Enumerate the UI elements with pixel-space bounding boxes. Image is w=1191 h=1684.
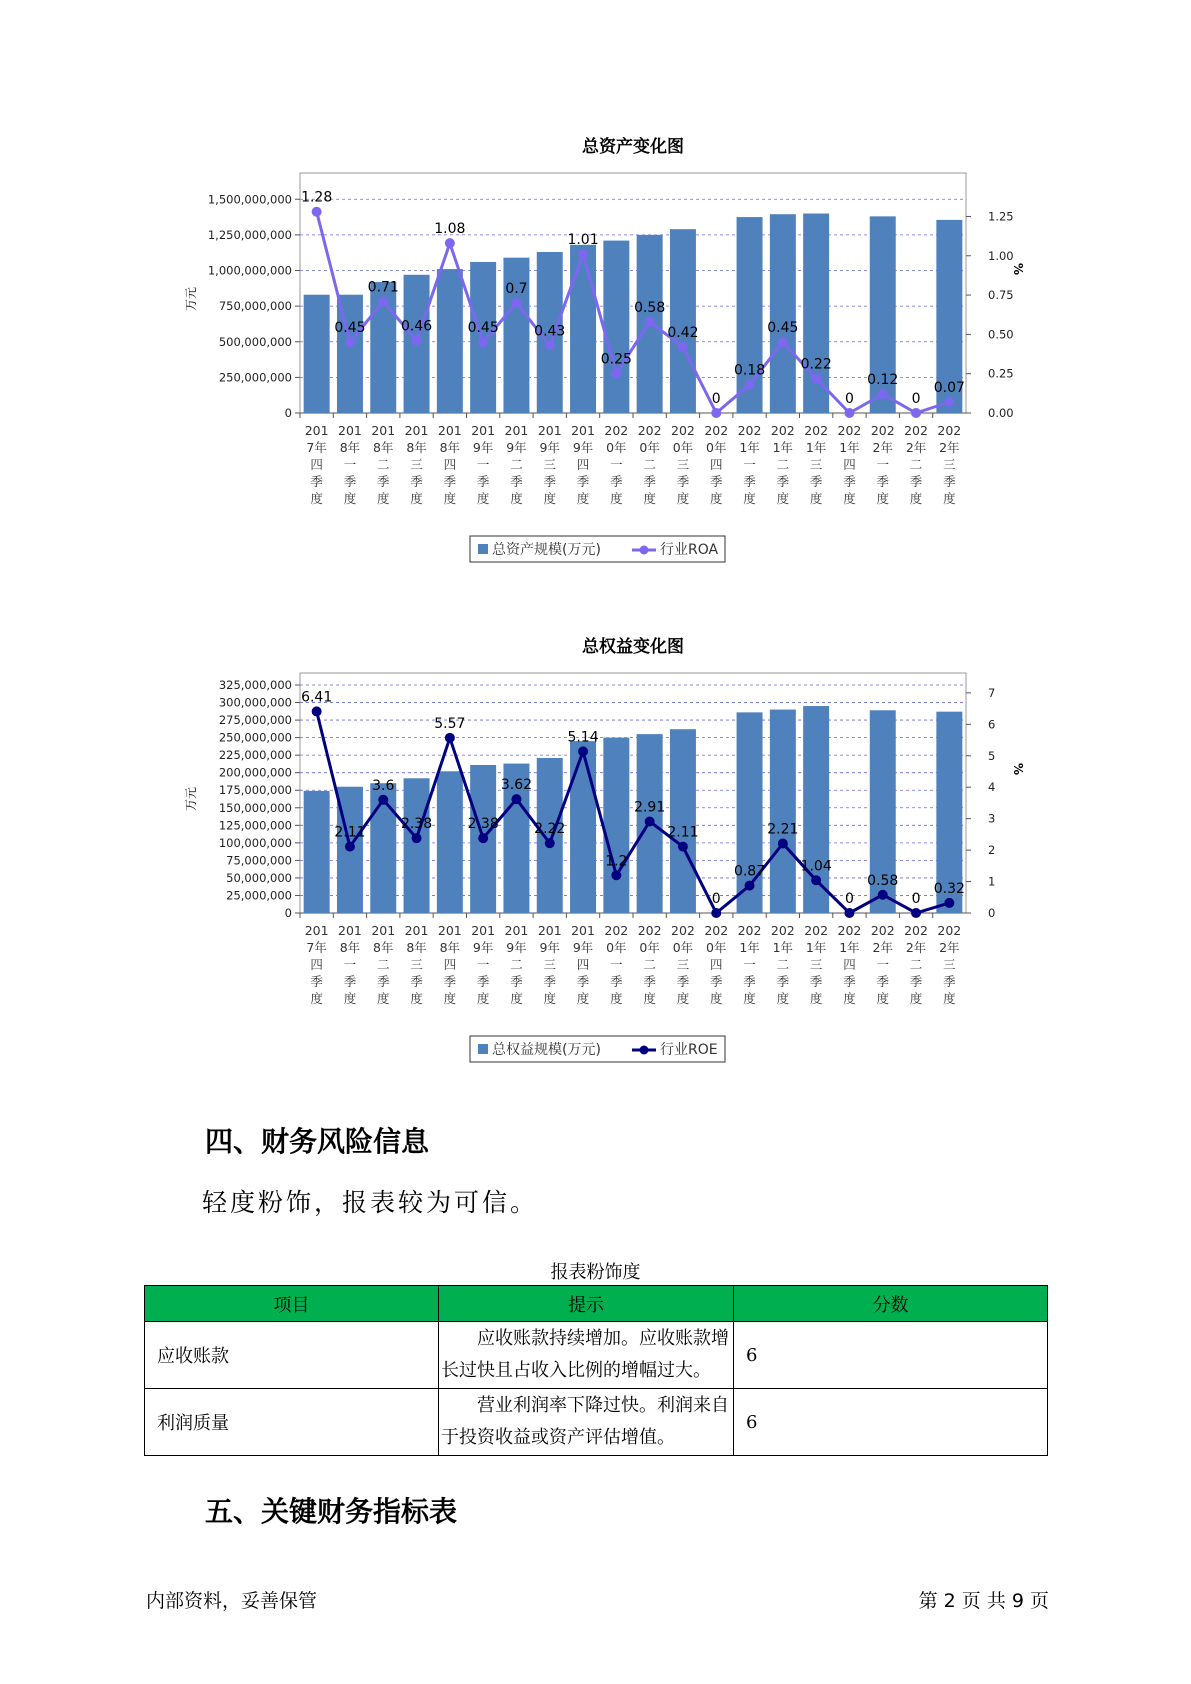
row-score: 6 — [734, 1322, 1048, 1389]
line-point — [778, 337, 788, 347]
y-right-tick-label: 1 — [988, 874, 996, 889]
x-tick-label: 202 1年三季度 — [804, 923, 829, 1006]
data-label: 2.11 — [334, 824, 366, 841]
data-label: 0.43 — [534, 323, 566, 340]
x-tick-label: 201 8年四季度 — [437, 423, 462, 506]
data-label: 1.04 — [800, 858, 832, 875]
x-tick-label: 202 2年一季度 — [870, 423, 895, 506]
line-point — [578, 746, 588, 756]
bar — [404, 778, 430, 913]
x-tick-label: 202 0年一季度 — [604, 923, 629, 1006]
y-left-tick-label: 175,000,000 — [218, 783, 292, 798]
x-tick-label: 202 1年三季度 — [804, 423, 829, 506]
line-point — [711, 408, 721, 418]
x-tick-label: 201 9年二季度 — [504, 923, 529, 1006]
bar — [770, 710, 796, 913]
x-tick-label: 202 0年四季度 — [704, 423, 729, 506]
bar — [304, 295, 330, 413]
data-label: 0.87 — [733, 863, 766, 880]
legend-line-label: 行业ROA — [660, 542, 719, 558]
row-hint: 营业利润率下降过快。利润来自于投资收益或资产评估增值。 — [439, 1389, 734, 1456]
x-tick-label: 202 1年二季度 — [770, 923, 795, 1006]
total-assets-chart-svg — [0, 130, 1191, 590]
line-point — [611, 369, 621, 379]
data-label: 0 — [911, 891, 921, 907]
x-tick-label: 202 0年二季度 — [637, 423, 662, 506]
row-item: 利润质量 — [145, 1389, 439, 1456]
data-label: 0 — [911, 391, 921, 407]
x-tick-label: 202 1年四季度 — [837, 923, 862, 1006]
x-tick-label: 201 8年一季度 — [338, 423, 362, 506]
x-tick-label: 202 2年一季度 — [870, 923, 895, 1006]
y-left-tick-label: 275,000,000 — [218, 713, 292, 728]
table-row — [145, 1322, 1048, 1389]
line-point — [578, 249, 588, 259]
x-tick-label: 202 1年一季度 — [737, 923, 762, 1006]
y-right-tick-label: 6 — [988, 717, 996, 732]
y-right-tick-label: 3 — [988, 811, 996, 826]
data-label: 1.08 — [434, 221, 466, 238]
y-left-axis-title: 万元 — [184, 786, 198, 812]
total-assets-chart — [0, 130, 1191, 590]
y-left-tick-label: 500,000,000 — [218, 334, 292, 349]
line-point — [844, 408, 854, 418]
data-label: 0.45 — [467, 320, 499, 337]
y-right-tick-label: 0.75 — [988, 288, 1014, 303]
data-label: 5.14 — [567, 729, 599, 746]
line-point — [944, 898, 954, 908]
y-right-tick-label: 5 — [988, 748, 996, 763]
data-label: 2.21 — [767, 821, 799, 838]
x-tick-label: 201 7年四季度 — [304, 423, 329, 506]
line-point — [645, 816, 655, 826]
table-row — [145, 1389, 1048, 1456]
line-point — [844, 908, 854, 918]
legend-line-label: 行业ROE — [660, 1042, 718, 1058]
footer-page-number: 第 2 页 共 9 页 — [918, 1590, 1049, 1612]
legend-bar-label: 总权益规模(万元) — [492, 1042, 601, 1058]
line-point — [745, 881, 755, 891]
y-left-tick-label: 250,000,000 — [218, 730, 292, 745]
bar — [770, 214, 796, 413]
data-label: 0.07 — [933, 379, 965, 396]
y-right-tick-label: 0.00 — [988, 406, 1014, 420]
data-label: 3.62 — [500, 777, 533, 794]
data-label: 2.22 — [534, 821, 566, 838]
data-label: 1.01 — [567, 232, 599, 249]
bar — [570, 741, 596, 913]
line-point — [645, 317, 655, 327]
data-label: 1.28 — [301, 189, 333, 206]
bar — [670, 229, 696, 413]
x-tick-label: 201 9年二季度 — [504, 423, 529, 506]
y-right-tick-label: 4 — [988, 780, 996, 795]
line-point — [312, 706, 322, 716]
bar — [670, 729, 696, 913]
total-equity-chart-svg — [0, 630, 1191, 1090]
x-tick-label: 202 0年一季度 — [604, 423, 629, 506]
line-point — [412, 336, 422, 346]
x-tick-label: 202 2年二季度 — [904, 423, 928, 506]
risk-summary-text: 轻度粉饰，报表较为可信。 — [202, 1188, 539, 1217]
y-left-tick-label: 150,000,000 — [218, 800, 292, 815]
line-point — [378, 795, 388, 805]
line-point — [944, 397, 954, 407]
line-point — [445, 733, 455, 743]
x-tick-label: 201 8年三季度 — [404, 423, 429, 506]
y-left-tick-label: 750,000,000 — [218, 299, 292, 314]
y-left-tick-label: 250,000,000 — [218, 370, 292, 385]
x-tick-label: 202 2年三季度 — [937, 923, 962, 1006]
line-point — [378, 296, 388, 306]
data-label: 2.11 — [667, 824, 699, 841]
data-label: 0.45 — [767, 320, 799, 337]
data-label: 6.41 — [301, 689, 333, 706]
y-right-tick-label: 7 — [988, 685, 996, 700]
x-tick-label: 202 0年二季度 — [637, 923, 662, 1006]
legend-line-marker — [640, 1046, 649, 1055]
y-right-axis-title: % — [1011, 762, 1025, 776]
data-label: 0.45 — [334, 320, 366, 337]
data-label: 0.12 — [867, 372, 899, 389]
bar — [570, 245, 596, 413]
line-point — [478, 337, 488, 347]
y-right-axis-title: % — [1011, 262, 1025, 276]
y-right-tick-label: 0.25 — [988, 366, 1014, 381]
row-item: 应收账款 — [145, 1322, 439, 1389]
y-left-tick-label: 0 — [284, 406, 292, 420]
x-tick-label: 202 0年三季度 — [671, 423, 695, 506]
line-point — [312, 207, 322, 217]
line-point — [745, 380, 755, 390]
y-left-tick-label: 100,000,000 — [218, 835, 292, 850]
x-tick-label: 201 8年一季度 — [338, 923, 362, 1006]
y-left-axis-title: 万元 — [184, 286, 198, 312]
data-label: 0.46 — [400, 318, 433, 335]
y-right-tick-label: 1.25 — [988, 209, 1014, 224]
legend-bar-label: 总资产规模(万元) — [492, 542, 601, 558]
line-point — [412, 833, 422, 843]
y-left-tick-label: 225,000,000 — [218, 748, 292, 763]
y-left-tick-label: 200,000,000 — [218, 765, 292, 780]
data-label: 1.2 — [605, 853, 628, 870]
line-point — [878, 890, 888, 900]
data-label: 0.58 — [634, 299, 666, 316]
line-point — [511, 794, 521, 804]
x-tick-label: 202 1年二季度 — [770, 423, 795, 506]
line-point — [711, 908, 721, 918]
legend-bar-swatch — [478, 544, 488, 554]
data-label: 2.91 — [634, 799, 666, 816]
data-label: 0.32 — [933, 880, 965, 897]
data-label: 0 — [711, 391, 721, 407]
data-label: 3.6 — [372, 777, 395, 794]
section-heading-key-indicators: 五、关键财务指标表 — [205, 1495, 458, 1528]
line-point — [778, 838, 788, 848]
row-score: 6 — [734, 1389, 1048, 1456]
line-point — [678, 342, 688, 352]
y-right-tick-label: 0.50 — [988, 327, 1014, 342]
line-point — [811, 875, 821, 885]
line-point — [678, 842, 688, 852]
data-label: 0 — [711, 891, 721, 907]
y-left-tick-label: 300,000,000 — [218, 695, 292, 710]
y-left-tick-label: 1,500,000,000 — [207, 192, 292, 207]
line-point — [478, 833, 488, 843]
line-point — [445, 238, 455, 248]
y-left-tick-label: 25,000,000 — [226, 888, 292, 903]
line-point — [345, 337, 355, 347]
x-tick-label: 202 1年一季度 — [737, 423, 762, 506]
header-item: 项目 — [145, 1286, 439, 1322]
line-point — [545, 838, 555, 848]
y-left-tick-label: 75,000,000 — [226, 853, 292, 868]
x-tick-label: 201 9年三季度 — [537, 923, 562, 1006]
header-score: 分数 — [734, 1286, 1048, 1322]
header-hint: 提示 — [439, 1286, 734, 1322]
chart-title: 总资产变化图 — [582, 137, 684, 157]
line-point — [911, 408, 921, 418]
line-point — [511, 298, 521, 308]
data-label: 0.71 — [367, 279, 399, 296]
y-left-tick-label: 325,000,000 — [218, 678, 292, 692]
data-label: 0.18 — [733, 362, 766, 379]
x-tick-label: 201 9年三季度 — [537, 423, 562, 506]
x-tick-label: 201 8年三季度 — [404, 923, 429, 1006]
footer-confidential: 内部资料，妥善保管 — [146, 1590, 318, 1612]
x-tick-label: 201 8年二季度 — [371, 423, 396, 506]
y-left-tick-label: 1,250,000,000 — [207, 227, 292, 242]
bar — [437, 269, 463, 413]
table-caption: 报表粉饰度 — [550, 1262, 641, 1283]
data-label: 0 — [844, 391, 854, 407]
data-label: 0.25 — [600, 351, 632, 368]
line-point — [811, 373, 821, 383]
data-label: 0.22 — [800, 356, 832, 373]
y-right-tick-label: 2 — [988, 843, 996, 858]
chart-title: 总权益变化图 — [582, 637, 684, 657]
x-tick-label: 202 2年三季度 — [937, 423, 962, 506]
legend-bar-swatch — [478, 1044, 488, 1054]
table-header-row — [145, 1286, 1048, 1322]
y-right-tick-label: 0 — [988, 906, 996, 920]
bar — [437, 771, 463, 913]
y-left-tick-label: 125,000,000 — [218, 818, 292, 833]
line-point — [911, 908, 921, 918]
x-tick-label: 202 1年四季度 — [837, 423, 862, 506]
data-label: 0.58 — [867, 872, 899, 889]
y-right-tick-label: 1.00 — [988, 248, 1014, 263]
x-tick-label: 201 9年一季度 — [471, 423, 496, 506]
x-tick-label: 202 2年二季度 — [904, 923, 928, 1006]
x-tick-label: 201 7年四季度 — [304, 923, 329, 1006]
x-tick-label: 201 8年四季度 — [437, 923, 462, 1006]
bar — [603, 738, 629, 913]
legend-line-marker — [640, 546, 649, 555]
x-tick-label: 201 9年四季度 — [571, 923, 595, 1006]
data-label: 2.38 — [467, 816, 499, 833]
bar — [603, 241, 629, 413]
data-label: 0 — [844, 891, 854, 907]
line-point — [345, 842, 355, 852]
risk-table — [144, 1285, 1048, 1456]
x-tick-label: 202 0年四季度 — [704, 923, 729, 1006]
section-heading-financial-risk: 四、财务风险信息 — [205, 1125, 430, 1158]
x-tick-label: 201 8年二季度 — [371, 923, 396, 1006]
y-left-tick-label: 1,000,000,000 — [207, 263, 292, 278]
y-left-tick-label: 0 — [284, 906, 292, 920]
y-left-tick-label: 50,000,000 — [226, 870, 292, 885]
data-label: 5.57 — [434, 715, 466, 732]
plot-area — [300, 673, 966, 913]
data-label: 2.38 — [400, 816, 433, 833]
data-label: 0.7 — [505, 280, 528, 297]
x-tick-label: 201 9年一季度 — [471, 923, 496, 1006]
data-label: 0.42 — [667, 324, 699, 341]
x-tick-label: 202 0年三季度 — [671, 923, 695, 1006]
line-point — [611, 870, 621, 880]
x-tick-label: 201 9年四季度 — [571, 423, 595, 506]
row-hint: 应收账款持续增加。应收账款增长过快且占收入比例的增幅过大。 — [439, 1322, 734, 1389]
bar — [304, 791, 330, 913]
total-equity-chart — [0, 630, 1191, 1090]
line-point — [545, 340, 555, 350]
line-point — [878, 389, 888, 399]
